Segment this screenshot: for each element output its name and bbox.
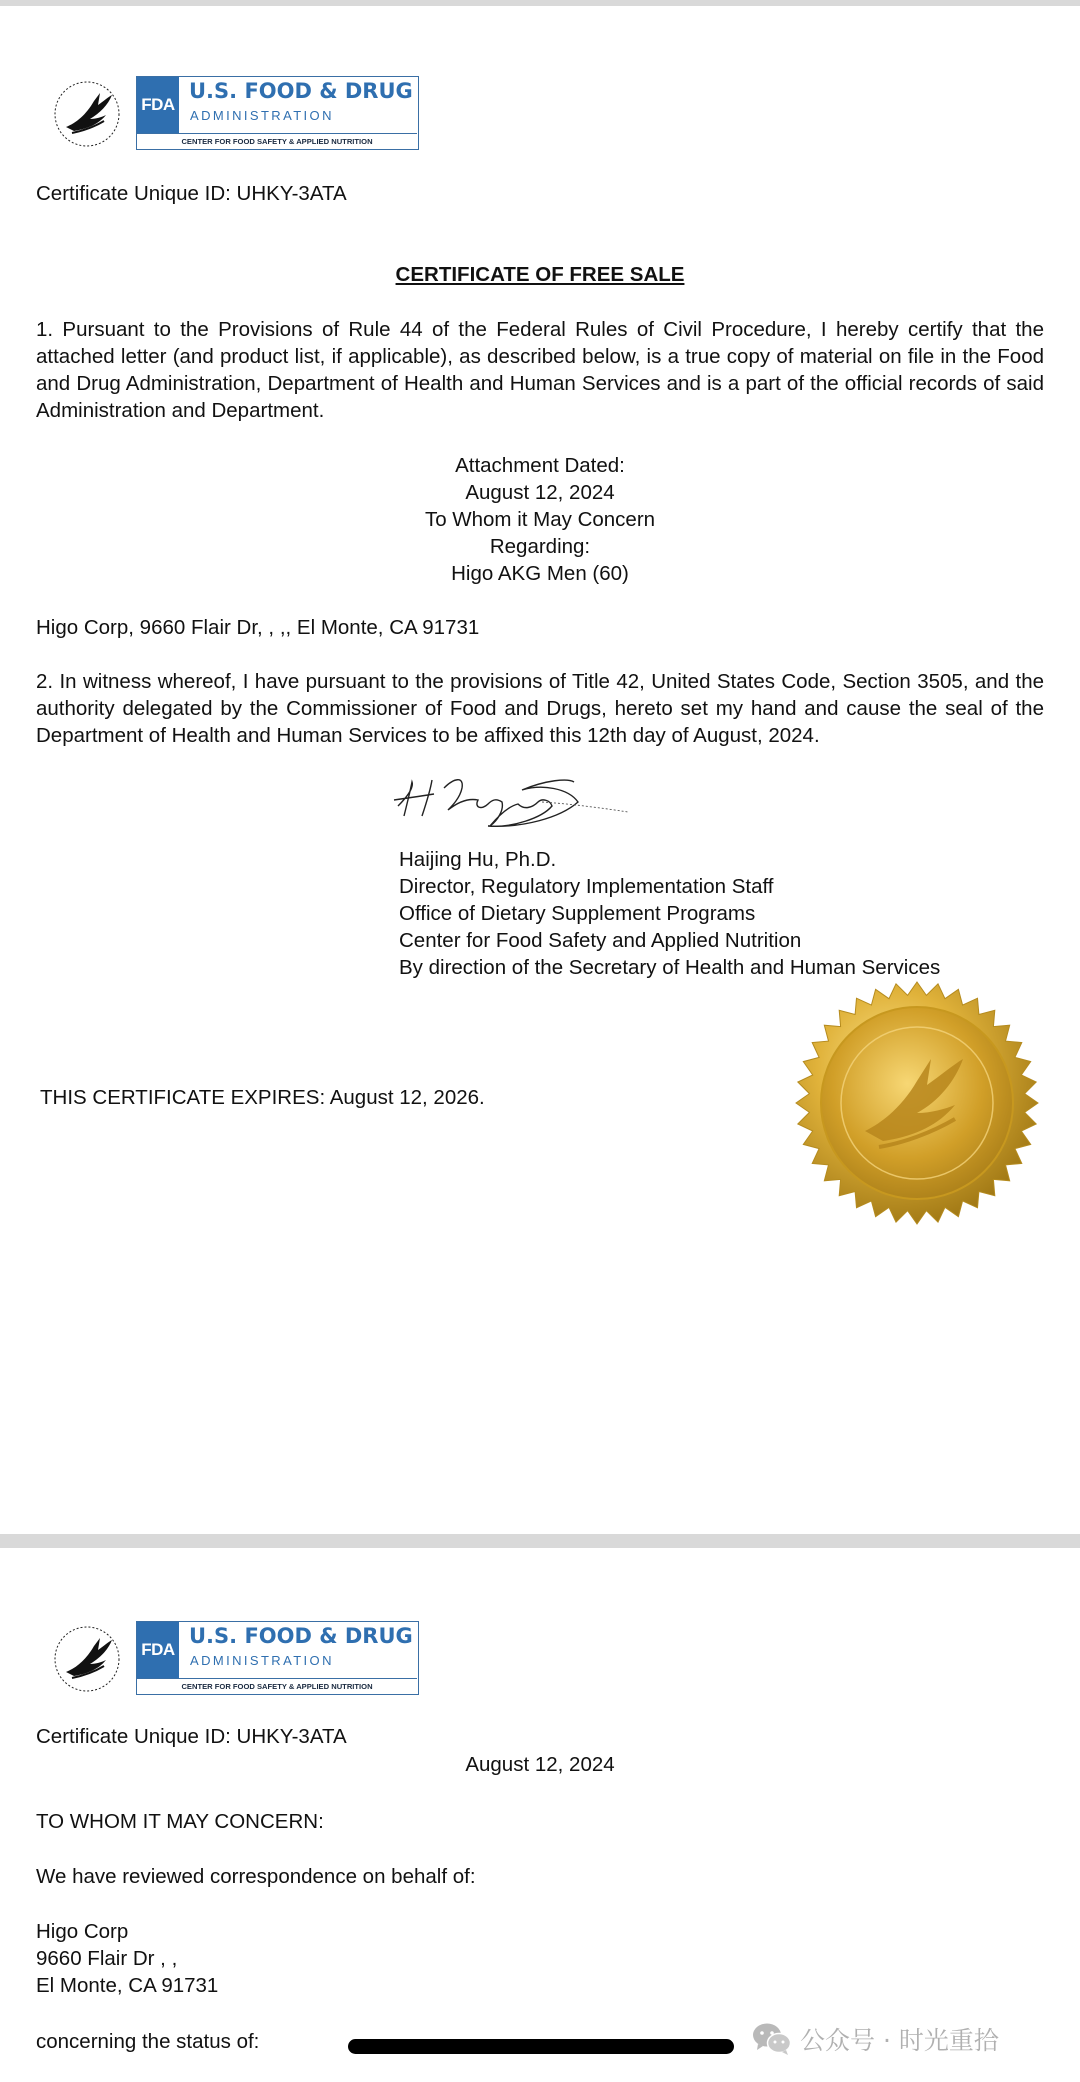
paragraph-1: 1. Pursuant to the Provisions of Rule 44 of the Federal Rules of Civil Procedure, I hereby certify that the attached letter (and product list, if applicable), as described below, is a true copy of material on file in the Food and Drug Administration, Department of Health and Human Services and is a part of the official records of said Administration and Department.: [36, 318, 1044, 422]
certificate-id: Certificate Unique ID: UHKY-3ATA: [36, 182, 347, 205]
certificate-id: Certificate Unique ID: UHKY-3ATA: [36, 1725, 347, 1748]
fda-logo: [52, 1621, 422, 1703]
company-line: 9660 Flair Dr , ,: [36, 1947, 178, 1970]
signer-line: Haijing Hu, Ph.D.: [399, 848, 557, 871]
attachment-line: Regarding:: [489, 535, 591, 558]
watermark-text: 公众号 · 时光重拾: [800, 2026, 999, 2055]
company-line: El Monte, CA 91731: [36, 1974, 219, 1997]
redaction-bar: [348, 2039, 734, 2054]
signer-line: By direction of the Secretary of Health and Human Services: [399, 956, 941, 979]
fda-wordmark: [136, 76, 419, 150]
hhs-seal-icon: [52, 79, 122, 149]
signature-image: [392, 758, 632, 838]
attachment-line: To Whom it May Concern: [424, 508, 656, 531]
signer-block: [399, 846, 940, 981]
gold-seal-icon: [795, 981, 1039, 1225]
paragraph-2: 2. In witness whereof, I have pursuant to the provisions of Title 42, United States Code, Section 3505, and the authority delegated by the Commissioner of Food and Drugs, hereto set my hand and cause the seal of the Department of Health and Human Services to be affixed this 12th day of August, 2024.: [36, 670, 1044, 747]
hhs-seal-icon: [52, 1624, 122, 1694]
fda-name: U.S. FOOD & DRUG: [189, 1624, 413, 1648]
company-block: [36, 1918, 218, 1999]
fda-administration: ADMINISTRATION: [190, 1653, 334, 1668]
signer-line: Director, Regulatory Implementation Staff: [399, 875, 774, 898]
attachment-line: Higo AKG Men (60): [451, 562, 629, 585]
certificate-page-1: [0, 6, 1080, 1534]
concerning-status: concerning the status of:: [36, 2030, 260, 2053]
signer-line: Center for Food Safety and Applied Nutrition: [399, 929, 802, 952]
company-line: Higo Corp: [36, 1920, 129, 1943]
fda-administration: ADMINISTRATION: [190, 108, 334, 123]
fda-center-name: CENTER FOR FOOD SAFETY & APPLIED NUTRITION: [137, 133, 417, 150]
fda-name: U.S. FOOD & DRUG: [189, 79, 413, 103]
fda-logo: [52, 76, 422, 158]
certificate-page-2: [0, 1548, 1080, 2082]
attachment-line: August 12, 2024: [465, 481, 615, 504]
salutation: TO WHOM IT MAY CONCERN:: [36, 1810, 324, 1833]
fda-wordmark: [136, 1621, 419, 1695]
fda-mark: FDA: [137, 1622, 179, 1678]
fda-mark: FDA: [137, 77, 179, 133]
fda-center-name: CENTER FOR FOOD SAFETY & APPLIED NUTRITION: [137, 1678, 417, 1695]
letter-date: August 12, 2024: [465, 1753, 615, 1776]
wechat-icon: [752, 2022, 792, 2056]
company-address: Higo Corp, 9660 Flair Dr, , ,, El Monte, CA 91731: [36, 616, 480, 639]
attachment-line: Attachment Dated:: [455, 454, 625, 477]
reviewed-statement: We have reviewed correspondence on behalf of:: [36, 1865, 476, 1888]
certificate-title: CERTIFICATE OF FREE SALE: [395, 263, 685, 286]
watermark: [752, 2021, 999, 2057]
expiration-notice: THIS CERTIFICATE EXPIRES: August 12, 2026.: [40, 1086, 485, 1109]
signer-line: Office of Dietary Supplement Programs: [399, 902, 756, 925]
certificate-title-wrap: [0, 261, 1080, 288]
attachment-block: [0, 452, 1080, 587]
